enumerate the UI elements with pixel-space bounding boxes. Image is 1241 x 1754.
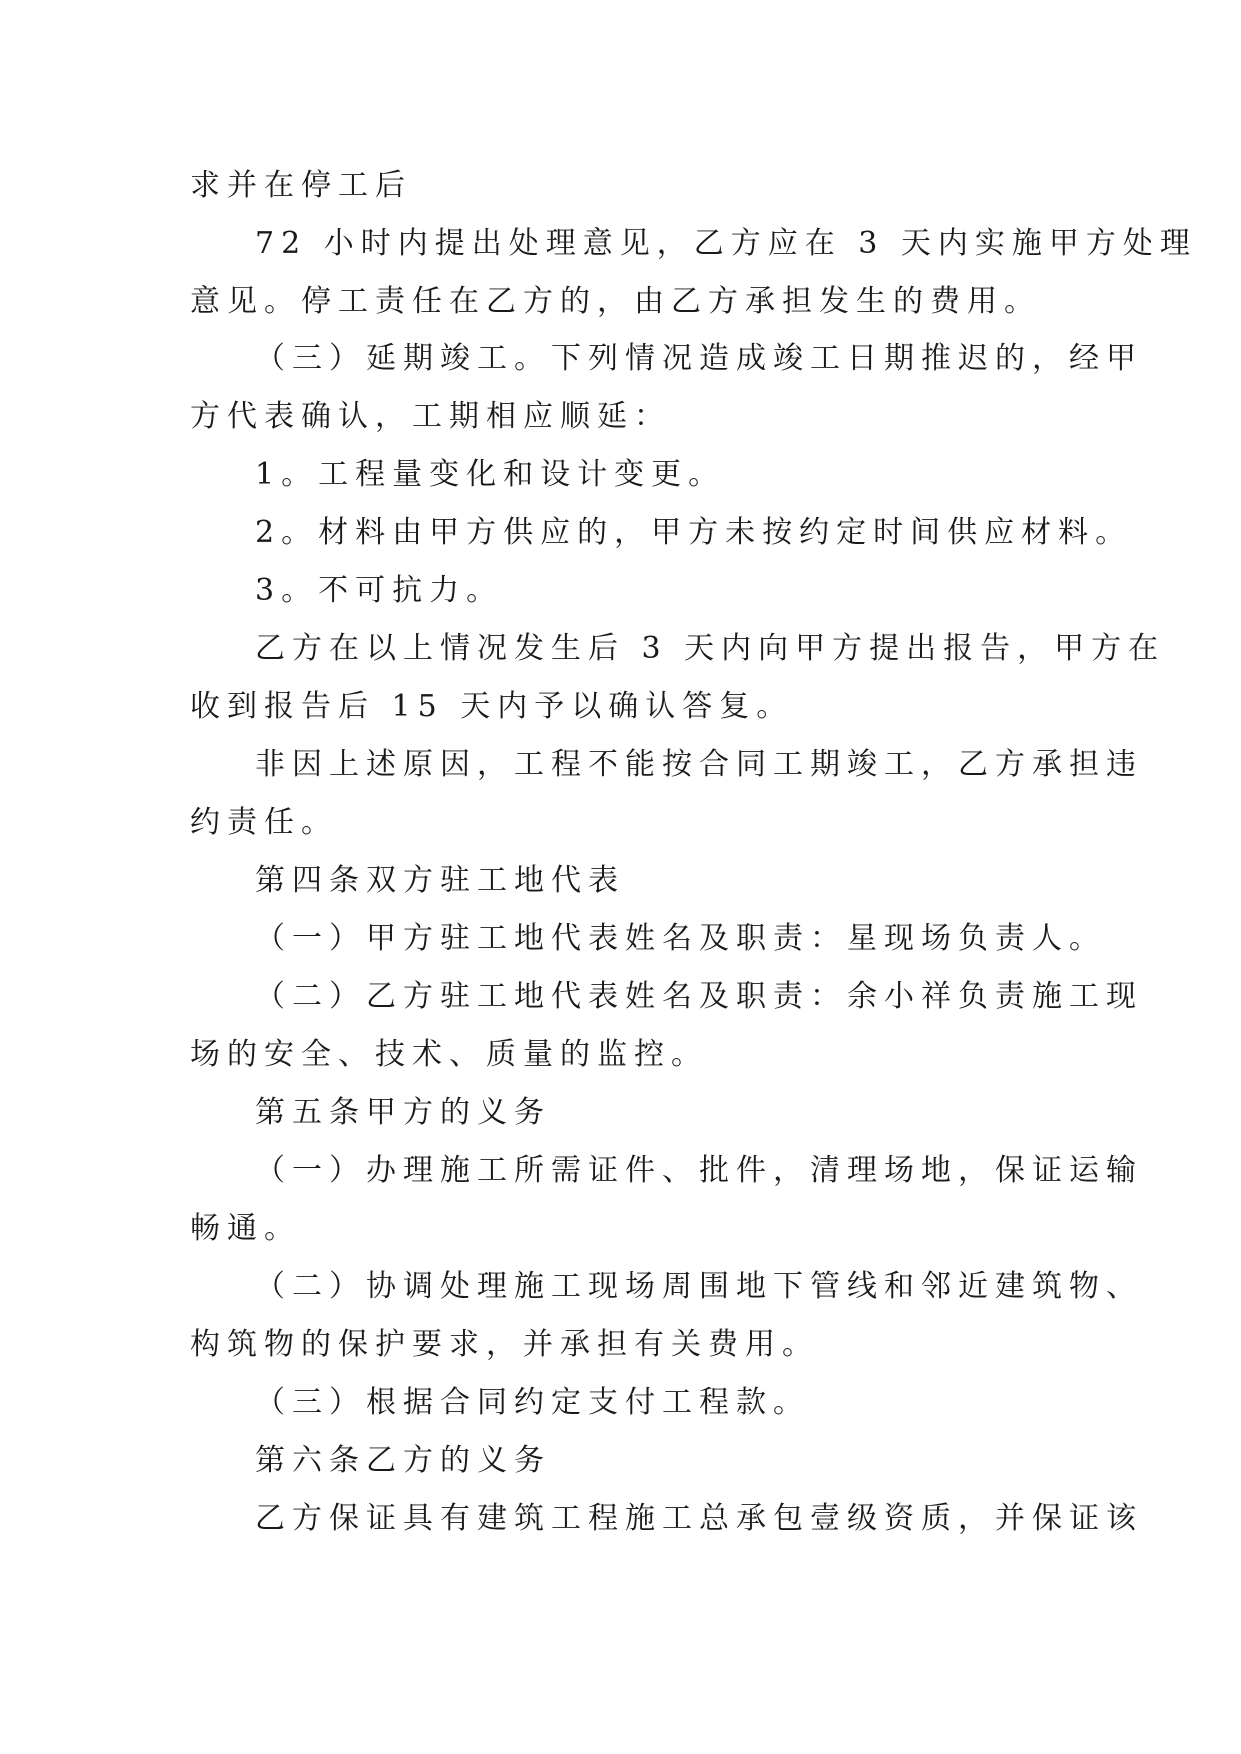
text-line: 约责任。 bbox=[190, 805, 338, 840]
text-line: （一）办理施工所需证件、批件，清理场地，保证运输 bbox=[255, 1153, 1143, 1188]
text-line: （一）甲方驻工地代表姓名及职责：星现场负责人。 bbox=[255, 921, 1106, 956]
section-heading: 第五条甲方的义务 bbox=[255, 1095, 551, 1130]
text-line: （二）协调处理施工现场周围地下管线和邻近建筑物、 bbox=[255, 1269, 1143, 1304]
text-line: 方代表确认，工期相应顺延： bbox=[190, 399, 671, 434]
text-line: 收到报告后 15 天内予以确认答复。 bbox=[190, 689, 794, 724]
text-line: （三）根据合同约定支付工程款。 bbox=[255, 1385, 810, 1420]
text-line: 1。工程量变化和设计变更。 bbox=[255, 457, 726, 492]
text-line: （三）延期竣工。下列情况造成竣工日期推迟的，经甲 bbox=[255, 341, 1143, 376]
text-line: 72 小时内提出处理意见，乙方应在 3 天内实施甲方处理 bbox=[255, 226, 1197, 261]
text-line: 构筑物的保护要求，并承担有关费用。 bbox=[190, 1327, 819, 1362]
text-line: 意见。停工责任在乙方的，由乙方承担发生的费用。 bbox=[190, 284, 1041, 319]
section-heading: 第六条乙方的义务 bbox=[255, 1443, 551, 1478]
text-line: 2。材料由甲方供应的，甲方未按约定时间供应材料。 bbox=[255, 515, 1133, 550]
text-line: 非因上述原因，工程不能按合同工期竣工，乙方承担违 bbox=[255, 747, 1143, 782]
text-line: （二）乙方驻工地代表姓名及职责：余小祥负责施工现 bbox=[255, 979, 1143, 1014]
text-line: 乙方在以上情况发生后 3 天内向甲方提出报告，甲方在 bbox=[255, 631, 1166, 666]
section-heading: 第四条双方驻工地代表 bbox=[255, 863, 625, 898]
text-line: 畅通。 bbox=[190, 1211, 301, 1246]
text-line: 求并在停工后 bbox=[190, 168, 412, 203]
text-line: 乙方保证具有建筑工程施工总承包壹级资质，并保证该 bbox=[255, 1501, 1143, 1536]
text-line: 场的安全、技术、质量的监控。 bbox=[190, 1037, 708, 1072]
text-line: 3。不可抗力。 bbox=[255, 573, 504, 608]
